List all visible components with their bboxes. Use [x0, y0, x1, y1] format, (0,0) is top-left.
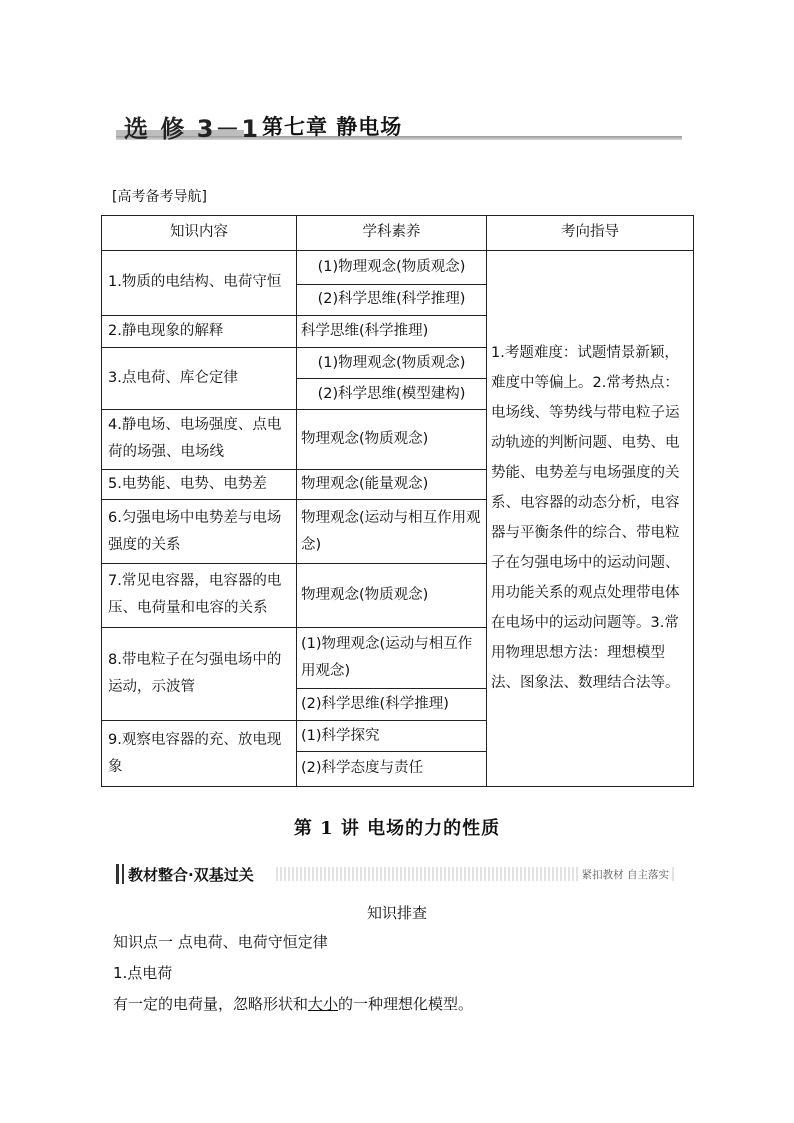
knowledge-cell: 4.静电场、电场强度、点电荷的场强、电场线	[102, 410, 297, 470]
underlined-term: 大小	[308, 995, 339, 1013]
knowledge-cell: 6.匀强电场中电势差与电场强度的关系	[102, 500, 297, 564]
literacy-cell: (2)科学态度与责任	[297, 751, 487, 786]
header-guidance: 考向指导	[487, 216, 694, 251]
subheading: 1.点电荷	[113, 964, 173, 982]
literacy-cell: 物理观念(能量观念)	[297, 469, 487, 500]
exam-guide-table	[101, 215, 694, 787]
section-subtitle: 紧扣教材 自主落实	[579, 867, 672, 882]
table-header-row	[102, 216, 694, 251]
band-bar	[116, 864, 119, 884]
knowledge-point-title: 知识点一 点电荷、电荷守恒定律	[113, 933, 328, 951]
literacy-cell: 科学思维(科学推理)	[297, 315, 487, 348]
knowledge-cell: 8.带电粒子在匀强电场中的运动，示波管	[102, 627, 297, 720]
literacy-cell: (1)物理观念(物质观念)	[297, 250, 487, 284]
knowledge-heading: 知识排查	[366, 904, 427, 922]
literacy-cell: 物理观念(物质观念)	[297, 410, 487, 470]
section-title: 教材整合·双基过关	[128, 864, 258, 885]
paragraph-text: 有一定的电荷量，忽略形状和	[113, 995, 309, 1013]
knowledge-cell: 2.静电现象的解释	[102, 315, 297, 348]
literacy-cell: 物理观念(运动与相互作用观念)	[297, 500, 487, 564]
guidance-cell: 1.考题难度：试题情景新颖，难度中等偏上。2.常考热点：电场线、等势线与带电粒子运动轨迹的判断问题、电势、电势能、电势差与电场强度的关系、电容器的动态分析，电容器与平衡条件的综合、带电粒子在匀强电场中的运动问题、用功能关系的观点处理带电体在电场中的运动问题等。3.常用物理思想方法：理想模型法、图象法、数理结合法等。	[487, 250, 694, 786]
literacy-cell: (2)科学思维(科学推理)	[297, 284, 487, 315]
chapter-title: 第七章 静电场	[262, 114, 403, 139]
guide-label: [高考备考导航]	[112, 189, 207, 205]
chapter-title-bar	[116, 108, 682, 143]
literacy-cell: (1)物理观念(物质观念)	[297, 348, 487, 379]
header-literacy: 学科素养	[297, 216, 487, 251]
literacy-cell: (1)科学探究	[297, 721, 487, 752]
knowledge-cell: 1.物质的电结构、电荷守恒	[102, 250, 297, 315]
knowledge-cell: 3.点电荷、库仑定律	[102, 348, 297, 410]
literacy-cell: (2)科学思维(模型建构)	[297, 379, 487, 410]
knowledge-cell: 7.常见电容器，电容器的电压、电荷量和电容的关系	[102, 564, 297, 628]
literacy-cell: (1)物理观念(运动与相互作用观念)	[297, 627, 487, 689]
paragraph	[113, 993, 473, 1014]
literacy-cell: 物理观念(物质观念)	[297, 564, 487, 628]
band-bar	[122, 864, 124, 884]
header-knowledge: 知识内容	[102, 216, 297, 251]
paragraph-text: 的一种理想化模型。	[338, 995, 474, 1013]
literacy-cell: (2)科学思维(科学推理)	[297, 689, 487, 721]
knowledge-cell: 5.电势能、电势、电势差	[102, 469, 297, 500]
series-title: 选 修 3－1	[124, 115, 261, 143]
table-row	[102, 250, 694, 284]
lecture-title: 第 1 讲 电场的力的性质	[293, 818, 501, 839]
knowledge-cell: 9.观察电容器的充、放电现象	[102, 721, 297, 787]
section-band	[116, 864, 682, 884]
